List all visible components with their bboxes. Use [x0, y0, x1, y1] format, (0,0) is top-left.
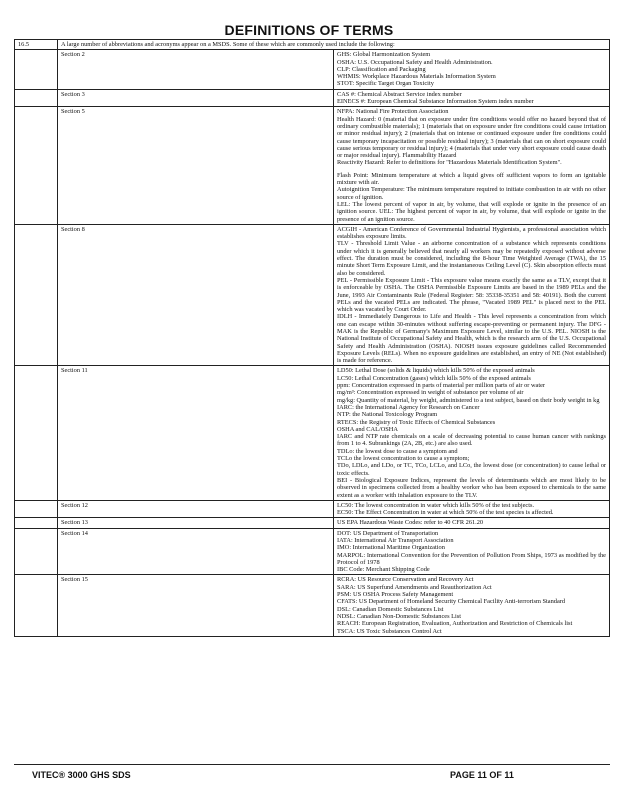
section-label: Section 15	[58, 575, 334, 636]
section-label: Section 5	[58, 107, 334, 224]
footer-product-name: VITEC® 3000 GHS SDS	[32, 770, 131, 780]
blank-cell	[15, 366, 58, 500]
definition-line: US EPA Hazardous Waste Codes: refer to 40 CFR 261.20	[337, 519, 484, 527]
definition-line: CLP: Classification and Packaging	[337, 65, 426, 73]
definitions-table	[14, 39, 610, 637]
blank-cell	[15, 500, 58, 518]
definition-line: IARC: the International Agency for Research on Cancer	[337, 403, 480, 411]
section-label: Section 14	[58, 528, 334, 575]
definition-line: LC50: The lowest concentration in water which kills 50% of the test subjects.	[337, 501, 535, 509]
definition-line: RCRA: US Resource Conservation and Recovery Act	[337, 576, 474, 584]
blank-cell	[15, 107, 58, 224]
definition-line: SARA: US Superfund Amendments and Reauthorization Act	[337, 583, 492, 591]
footer-page-number: PAGE 11 OF 11	[450, 770, 514, 780]
definition-line: IMO: International Maritime Organization	[337, 544, 445, 552]
definitions-cell	[334, 50, 610, 89]
definitions-cell	[334, 528, 610, 575]
definition-line: MARPOL: International Convention for the Prevention of Pollution From Ships, 1973 as modified by the Protocol of 1978	[337, 551, 606, 566]
definition-line: TDo, LDLo, and LDo, or TC, TCo, LCLo, and LCo, the lowest dose (or concentration) to cause lethal or toxic effects.	[337, 462, 606, 477]
section-label: Section 11	[58, 366, 334, 500]
definition-row	[15, 224, 610, 366]
definition-line: TSCA: US Toxic Substances Control Act	[337, 627, 442, 635]
section-label: Section 2	[58, 50, 334, 89]
definitions-cell	[334, 518, 610, 528]
definition-line: EINECS #: European Chemical Substance Information System index number	[337, 98, 534, 106]
definition-line: EC50: The Effect Concentration in water at which 50% of the test species is affected.	[337, 509, 554, 517]
definitions-cell	[334, 500, 610, 518]
definition-line: ppm: Concentration expressed in parts of material per million parts of air or water	[337, 382, 546, 390]
definition-row	[15, 518, 610, 528]
blank-cell	[15, 50, 58, 89]
definition-line: IATA: International Air Transport Association	[337, 537, 454, 544]
definition-row	[15, 366, 610, 500]
section-label: Section 12	[58, 500, 334, 518]
definition-line: NDSL: Canadian Non-Domestic Substances List	[337, 612, 462, 620]
footer-divider	[14, 764, 610, 765]
section-label: Section 8	[58, 224, 334, 366]
definition-line: ACGIH - American Conference of Governmental Industrial Hygienists, a professional association which establishes exposure limits.	[337, 225, 606, 241]
definition-line: IDLH - Immediately Dangerous to Life and Health - This level represents a concentration from which one can escape within 30-minutes without suffering escape-preventing or permanent injury. The DFG - MAK is the Republic of Germany's Maximum Exposure Level, similar to the U.S. PEL. NIOSH is the National Institute of Occupational Safety and Health, which is the research arm of the U.S. Occupational Safety and Health Administration (OSHA). NIOSH issues exposure guidelines called Recommended Exposure Levels (RELs). When no exposure guidelines are established, an entry of NE (Not established) is made for reference.	[337, 313, 606, 365]
blank-cell	[15, 89, 58, 107]
definition-line: IBC Code: Merchant Shipping Code	[337, 566, 430, 574]
definition-line: TLV - Threshold Limit Value - an airborne concentration of a substance which represents conditions under which it is generally believed that nearly all workers may be repeatedly exposed without adverse effect. The duration must be considered, including the 8-hour Time Weighted Average (TWA), the 15 minute Short Term Exposure Limit, and the instantaneous Ceiling Level (C). Skin absorption effects must also be considered.	[337, 240, 606, 277]
intro-row	[15, 40, 610, 50]
definition-line: LC50: Lethal Concentration (gases) which kills 50% of the exposed animals	[337, 374, 531, 382]
definition-line: OSHA and CAL/OSHA	[337, 425, 398, 433]
page-title: DEFINITIONS OF TERMS	[224, 22, 394, 38]
blank-cell	[15, 575, 58, 636]
definitions-cell	[334, 224, 610, 366]
blank-cell	[15, 528, 58, 575]
definition-row	[15, 107, 610, 224]
definition-row	[15, 500, 610, 518]
definition-line: GHS: Global Harmonization System	[337, 51, 431, 59]
definition-line: STOT: Specific Target Organ Toxicity	[337, 80, 434, 88]
definition-line: OSHA: U.S. Occupational Safety and Health Administration.	[337, 58, 493, 66]
definition-line: DOT: US Department of Transportation	[337, 529, 439, 537]
definitions-cell	[334, 575, 610, 636]
definition-line: mg/kg: Quantity of material, by weight, administered to a test subject, based on their body weight in kg	[337, 396, 600, 404]
definition-line: mg/m³: Concentration expressed in weight of substance per volume of air	[337, 389, 524, 397]
definition-line: PSM: US OSHA Process Safety Management	[337, 591, 454, 599]
definition-line: REACH: European Registration, Evaluation, Authorization and Restriction of Chemicals list	[337, 620, 573, 628]
definition-line: CFATS: US Department of Homeland Security Chemical Facility Anti-terrorism Standard	[337, 598, 566, 606]
definition-line: RTECS: the Registry of Toxic Effects of Chemical Substances	[337, 418, 496, 426]
definition-row	[15, 575, 610, 636]
definition-line: Reactivity Hazard: Refer to definitions for "Hazardous Materials Identification System".	[337, 159, 562, 167]
definition-row	[15, 89, 610, 107]
section-label: Section 13	[58, 518, 334, 528]
definition-line: Health Hazard: 0 (material that on exposure under fire conditions would offer no hazard beyond that of ordinary combustible materials); 1 (materials that on exposure under fire conditions could cause irritation or minor residual injury); 2 (materials that on intense or continued exposure under fire conditions could cause temporary incapacitation or possible residual injury); 3 (materials that can on short exposure could cause serious temporary or residual injury); 4 (materials that under very short exposure could cause death or major residual injury). Flammability Hazard	[337, 115, 606, 160]
definition-line: LD50: Lethal Dose (solids & liquids) which kills 50% of the exposed animals	[337, 367, 535, 375]
definition-line: IARC and NTP rate chemicals on a scale of decreasing potential to cause human cancer with rankings from 1 to 4. Subrankings (2A, 2B, etc.) are also used.	[337, 433, 606, 448]
definition-line: NTP: the National Toxicology Program	[337, 411, 438, 419]
definitions-cell	[334, 107, 610, 224]
definition-line: DSL: Canadian Domestic Substances List	[337, 605, 444, 613]
blank-cell	[15, 224, 58, 366]
definition-line: BEI - Biological Exposure Indices, represent the levels of determinants which are most likely to be observed in specimens collected from a healthy worker who has been exposed to chemicals to the same extent as a worker with inhalation exposure to the TLV.	[337, 476, 606, 499]
intro-text: A large number of abbreviations and acronyms appear on a MSDS. Some of these which are commonly used include the following:	[58, 40, 610, 50]
definition-line: NFPA: National Fire Protection Association	[337, 108, 449, 116]
definition-line: CAS #: Chemical Abstract Service index number	[337, 90, 462, 98]
definition-line: TCLo the lowest concentration to cause a symptom;	[337, 455, 470, 463]
definition-line: WHMIS: Workplace Hazardous Materials Information System	[337, 73, 496, 81]
section-number: 16.5	[15, 40, 58, 50]
definitions-cell	[334, 89, 610, 107]
definitions-table-body	[15, 40, 610, 637]
definition-line: Flash Point: Minimum temperature at which a liquid gives off sufficient vapors to form an ignitable mixture with air.	[337, 171, 606, 187]
definition-line: LEL: The lowest percent of vapor in air, by volume, that will explode or ignite in the presence of an ignition source. UEL: The highest percent of vapor in air, by volume, that will explode or ignite in the presence of an ignition source.	[337, 200, 606, 223]
blank-cell	[15, 518, 58, 528]
definition-line: PEL - Permissible Exposure Limit - This exposure value means exactly the same as a TLV, except that it is enforceable by OSHA. The OSHA Permissible Exposure Limits are based in the 1989 PELs and the June, 1993 Air Contaminants Rule (Federal Register: 58: 35338-35351 and 58: 40191). Both the current PELs and the vacated PELs are indicated. The phrase, "Vacated 1989 PEL" is placed next to the PEL which was vacated by Court Order.	[337, 276, 606, 314]
definitions-cell	[334, 366, 610, 500]
definition-line: Autoignition Temperature: The minimum temperature required to initiate combustion in air with no other source of ignition.	[337, 186, 606, 201]
definition-row	[15, 50, 610, 89]
section-label: Section 3	[58, 89, 334, 107]
definition-row	[15, 528, 610, 575]
definition-line: TDLo: the lowest dose to cause a symptom and	[337, 447, 458, 455]
